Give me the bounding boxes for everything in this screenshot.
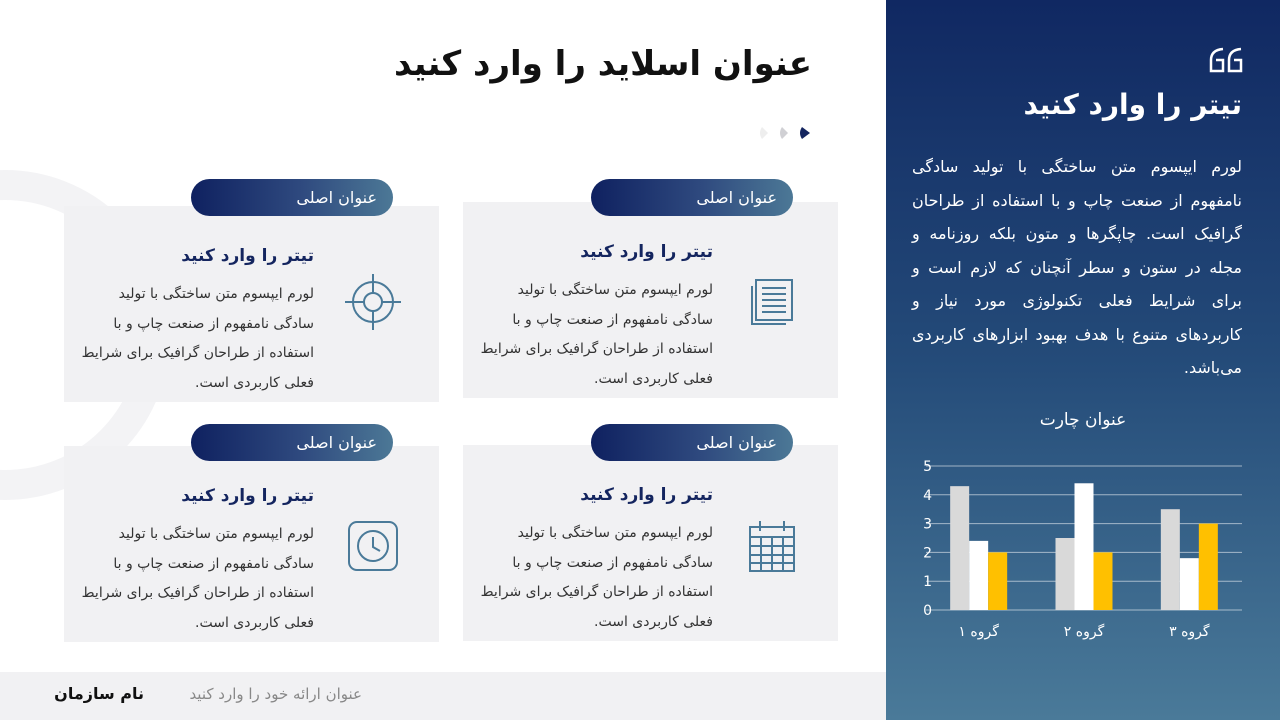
y-tick-label: 4 (923, 487, 932, 504)
card-clock (64, 446, 439, 642)
clock-icon (343, 516, 403, 576)
bar (950, 486, 969, 610)
bar (988, 552, 1007, 610)
calendar-icon (742, 517, 802, 577)
x-tick-label: گروه ۳ (1169, 624, 1210, 640)
right-panel (886, 0, 1280, 720)
bar (1056, 538, 1075, 610)
bar-chart (886, 450, 1280, 650)
bar (1199, 524, 1218, 610)
panel-body: لورم ایپسوم متن ساختگی با تولید سادگی نامفهوم از صنعت چاپ و با استفاده از طراحان گرافیک است. چاپگرها و متون بلکه روزنامه و مجله در ستون و سطر آنچنان که لازم است و برای شرایط فعلی تکنولوژی مورد نیاز و کاربردهای متنوع با هدف بهبود ابزارهای کاربردی می‌باشد. (912, 157, 1242, 377)
dot-active (800, 127, 810, 139)
y-tick-label: 0 (923, 603, 932, 619)
y-tick-label: 3 (923, 516, 932, 533)
card-heading: تیتر را وارد کنید (181, 246, 314, 266)
target-icon (343, 272, 403, 332)
y-tick-label: 2 (923, 545, 932, 562)
slide-title: عنوان اسلاید را وارد کنید (394, 44, 812, 84)
card-target (64, 206, 439, 402)
dot-light-1 (760, 127, 768, 139)
footer-org-name: نام سازمان (54, 684, 144, 703)
bar (1094, 552, 1113, 610)
bar (1161, 509, 1180, 610)
bar (1075, 483, 1094, 610)
bar (1180, 558, 1199, 610)
x-tick-label: گروه ۲ (1063, 624, 1105, 640)
panel-title: تیتر را وارد کنید (1023, 88, 1242, 121)
y-tick-label: 1 (923, 574, 932, 591)
card-document (463, 202, 838, 398)
card-pill: عنوان اصلی (591, 424, 793, 461)
card-body: لورم ایپسوم متن ساختگی با تولید سادگی نامفهوم از صنعت چاپ و با استفاده از طراحان گرافیک برای شرایط فعلی کاربردی است. (480, 282, 713, 387)
quote-icon (1208, 46, 1244, 74)
card-pill: عنوان اصلی (191, 179, 393, 216)
y-tick-label: 5 (923, 459, 932, 475)
card-heading: تیتر را وارد کنید (580, 242, 713, 262)
chart-title: عنوان چارت (1039, 410, 1127, 430)
card-body: لورم ایپسوم متن ساختگی با تولید سادگی نامفهوم از صنعت چاپ و با استفاده از طراحان گرافیک برای شرایط فعلی کاربردی است. (81, 526, 314, 631)
card-heading: تیتر را وارد کنید (181, 486, 314, 506)
progress-dots (758, 126, 812, 140)
card-body: لورم ایپسوم متن ساختگی با تولید سادگی نامفهوم از صنعت چاپ و با استفاده از طراحان گرافیک برای شرایط فعلی کاربردی است. (480, 525, 713, 630)
card-heading: تیتر را وارد کنید (580, 485, 713, 505)
bar (969, 541, 988, 610)
card-calendar (463, 445, 838, 641)
card-pill: عنوان اصلی (591, 179, 793, 216)
document-icon (742, 272, 802, 332)
card-body: لورم ایپسوم متن ساختگی با تولید سادگی نامفهوم از صنعت چاپ و با استفاده از طراحان گرافیک برای شرایط فعلی کاربردی است. (81, 286, 314, 391)
footer-presentation-title: عنوان ارائه خود را وارد کنید (189, 685, 362, 703)
x-tick-label: گروه ۱ (958, 624, 999, 640)
dot-light-2 (780, 127, 788, 139)
card-pill: عنوان اصلی (191, 424, 393, 461)
